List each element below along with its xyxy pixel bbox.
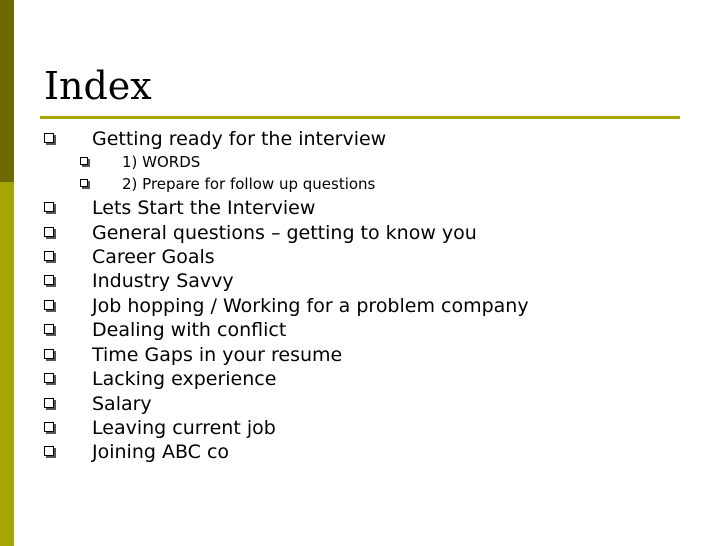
title-rule [40, 116, 680, 119]
list-item-text: Salary [92, 393, 152, 415]
square-bullet-icon [44, 251, 56, 263]
square-bullet-icon [44, 275, 56, 287]
list-item [92, 270, 234, 292]
square-bullet-icon [80, 179, 90, 189]
list-item [92, 344, 342, 366]
square-bullet-icon [44, 133, 56, 145]
list-item-text: Career Goals [92, 246, 215, 268]
list-item [92, 393, 152, 415]
list-item [92, 222, 477, 244]
square-bullet-icon [44, 300, 56, 312]
list-item-text: Lets Start the Interview [92, 197, 316, 219]
list-item-text: Time Gaps in your resume [92, 344, 343, 366]
list-item [92, 295, 529, 317]
list-item [92, 417, 276, 439]
list-item-text: General questions – getting to know you [92, 222, 477, 244]
side-bar-dark [0, 0, 14, 182]
list-item [92, 368, 276, 390]
slide-title: Index [44, 64, 152, 108]
square-bullet-icon [44, 202, 56, 214]
list-item [122, 153, 200, 171]
list-item [92, 197, 315, 219]
list-item-text: 2) Prepare for follow up questions [122, 175, 376, 193]
list-item-text: Getting ready for the interview [92, 128, 387, 150]
list-item-text: Industry Savvy [92, 270, 234, 292]
square-bullet-icon [44, 324, 56, 336]
square-bullet-icon [44, 422, 56, 434]
list-item [92, 441, 229, 463]
list-item-text: Dealing with conflict [92, 319, 287, 341]
list-item-text: Lacking experience [92, 368, 277, 390]
list-item-text: Joining ABC co [92, 441, 230, 463]
list-item-text: 1) WORDS [122, 153, 201, 171]
square-bullet-icon [80, 157, 90, 167]
square-bullet-icon [44, 398, 56, 410]
list-item [122, 175, 375, 193]
list-item-text: Job hopping / Working for a problem company [92, 295, 529, 317]
list-item-text: Leaving current job [92, 417, 276, 439]
square-bullet-icon [44, 373, 56, 385]
list-item [92, 246, 215, 268]
list-item [92, 319, 286, 341]
square-bullet-icon [44, 349, 56, 361]
side-bar-light [0, 182, 14, 546]
square-bullet-icon [44, 227, 56, 239]
list-item [92, 128, 386, 150]
square-bullet-icon [44, 446, 56, 458]
